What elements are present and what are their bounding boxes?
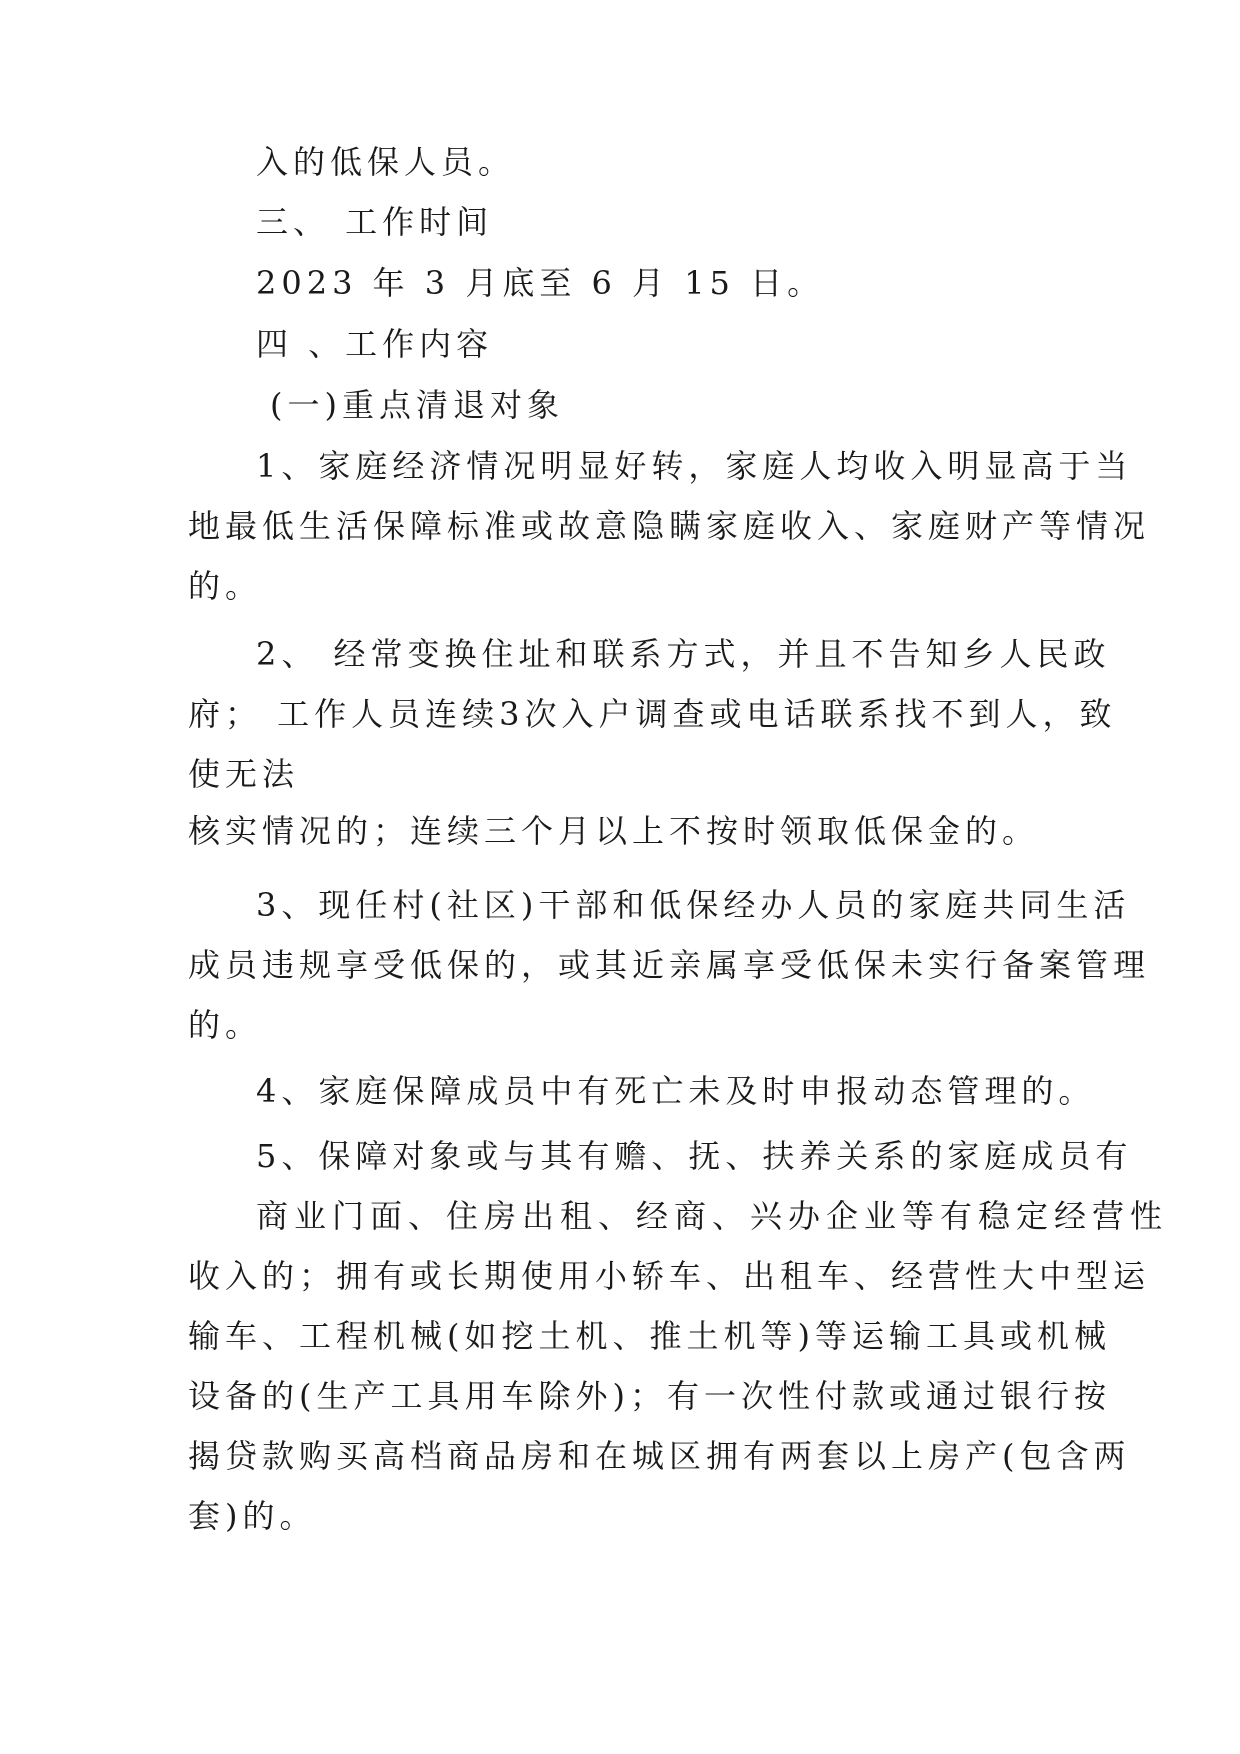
- text-line: 套)的。: [188, 1497, 317, 1535]
- text-line: 地最低生活保障标准或故意隐瞒家庭收入、家庭财产等情况: [188, 507, 1151, 545]
- text-line: 4、家庭保障成员中有死亡未及时申报动态管理的。: [256, 1072, 1096, 1110]
- text-line: 的。: [188, 567, 263, 605]
- section-heading: 三、 工作时间: [256, 203, 494, 241]
- text-line: 府； 工作人员连续3次入户调查或电话联系找不到人，致: [188, 695, 1117, 733]
- text-line: 5、保障对象或与其有赡、抚、扶养关系的家庭成员有: [256, 1137, 1133, 1175]
- text-line: 核实情况的；连续三个月以上不按时领取低保金的。: [188, 812, 1040, 850]
- section-heading: 四 、工作内容: [256, 325, 494, 363]
- text-line: 入的低保人员。: [256, 143, 516, 181]
- text-line: 2、 经常变换住址和联系方式，并且不告知乡人民政: [256, 635, 1111, 673]
- text-line: 揭贷款购买高档商品房和在城区拥有两套以上房产(包含两: [188, 1437, 1131, 1475]
- text-line: 设备的(生产工具用车除外)；有一次性付款或通过银行按: [188, 1377, 1111, 1415]
- text-line: 的。: [188, 1006, 263, 1044]
- text-line: 商业门面、住房出租、经商、兴办企业等有稳定经营性: [256, 1197, 1169, 1235]
- text-line: 输车、工程机械(如挖土机、推土机等)等运输工具或机械: [188, 1317, 1111, 1355]
- text-line: 收入的；拥有或长期使用小轿车、出租车、经营性大中型运: [188, 1257, 1151, 1295]
- text-line: 2023 年 3 月底至 6 月 15 日。: [256, 264, 825, 302]
- text-line: 使无法: [188, 755, 300, 793]
- text-line: 3、现任村(社区)干部和低保经办人员的家庭共同生活: [256, 886, 1131, 924]
- text-line: 成员违规享受低保的，或其近亲属享受低保未实行备案管理: [188, 946, 1151, 984]
- subsection-heading: (一)重点清退对象: [270, 386, 564, 424]
- text-line: 1、家庭经济情况明显好转，家庭人均收入明显高于当: [256, 447, 1133, 485]
